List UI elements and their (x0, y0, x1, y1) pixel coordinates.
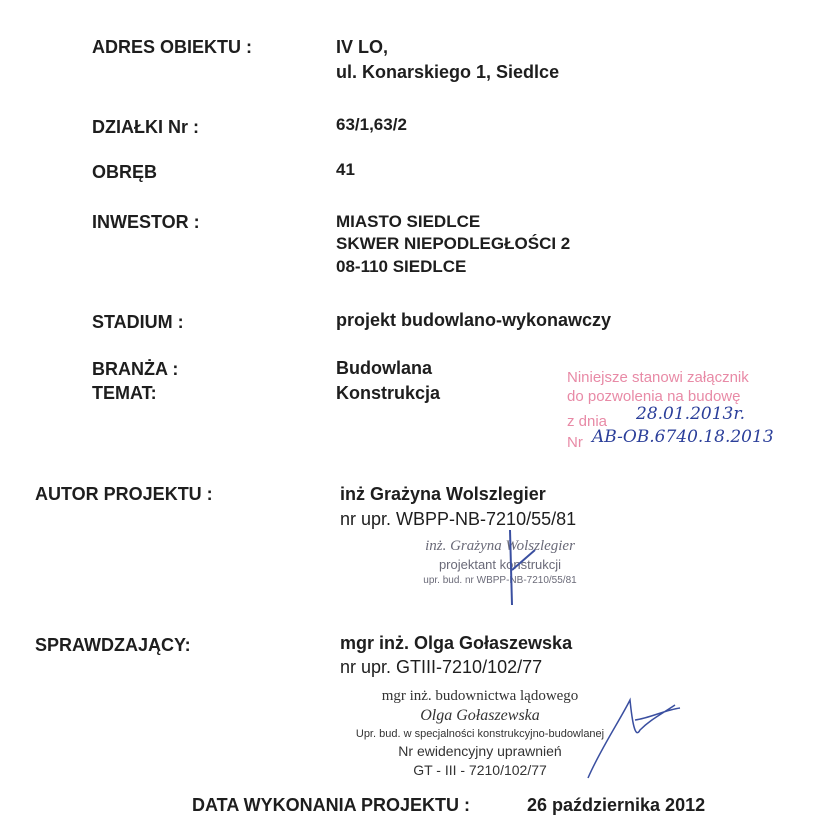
inwestor-label: INWESTOR : (92, 212, 200, 232)
sprawdzajacy-signature (580, 690, 690, 785)
approval-date: 28.01.2013r. (636, 404, 745, 424)
dzialki-value: 63/1,63/2 (336, 115, 407, 134)
spr-stamp-title: mgr inż. budownictwa lądowego (381, 688, 579, 704)
data-value: 26 października 2012 (527, 795, 706, 815)
sprawdzajacy-upr: nr upr. GTIII-7210/102/77 (340, 657, 543, 677)
autor-name: inż Grażyna Wolszlegier (340, 484, 546, 504)
adres-line-1: IV LO, (336, 37, 389, 57)
approval-date-prefix: z dnia (567, 413, 608, 430)
autor-stamp-name: inż. Grażyna Wolszlegier (425, 538, 575, 554)
inwestor-line-2: SKWER NIEPODLEGŁOŚCI 2 (336, 234, 571, 253)
sprawdzajacy-label: SPRAWDZAJĄCY: (35, 635, 191, 655)
spr-stamp-spec: Upr. bud. w specjalności konstrukcyjno-budowlanej (355, 728, 605, 740)
adres-line-2: ul. Konarskiego 1, Siedlce (336, 62, 560, 82)
approval-line-2: do pozwolenia na budowę (567, 388, 741, 405)
dzialki-label: DZIAŁKI Nr : (92, 117, 199, 137)
spr-stamp-ewid: Nr ewidencyjny uprawnień (398, 743, 562, 759)
temat-label: TEMAT: (92, 383, 157, 403)
inwestor-line-3: 08-110 SIEDLCE (336, 257, 467, 276)
sprawdzajacy-name: mgr inż. Olga Gołaszewska (340, 633, 573, 653)
spr-stamp-name: Olga Gołaszewska (420, 707, 540, 724)
autor-stamp-role: projektant konstrukcji (438, 557, 562, 572)
approval-nr-prefix: Nr (567, 434, 583, 451)
approval-line-1: Niniejsze stanowi załącznik (567, 369, 749, 386)
approval-nr: AB-OB.6740.18.2013 (592, 427, 774, 447)
adres-label: ADRES OBIEKTU : (92, 37, 253, 57)
autor-signature (500, 530, 540, 610)
obreb-label: OBRĘB (92, 162, 158, 182)
obreb-value: 41 (336, 160, 355, 179)
autor-upr: nr upr. WBPP-NB-7210/55/81 (340, 509, 577, 529)
branza-label: BRANŻA : (92, 359, 179, 379)
spr-stamp-nr: GT - III - 7210/102/77 (413, 762, 547, 778)
temat-value: Konstrukcja (336, 383, 441, 403)
autor-stamp-upr: upr. bud. nr WBPP-NB-7210/55/81 (423, 575, 577, 586)
autor-label: AUTOR PROJEKTU : (35, 484, 213, 504)
inwestor-line-1: MIASTO SIEDLCE (336, 212, 481, 231)
branza-value: Budowlana (336, 358, 433, 378)
data-label: DATA WYKONANIA PROJEKTU : (192, 795, 470, 815)
stadium-label: STADIUM : (92, 312, 184, 332)
stadium-value: projekt budowlano-wykonawczy (336, 310, 612, 330)
